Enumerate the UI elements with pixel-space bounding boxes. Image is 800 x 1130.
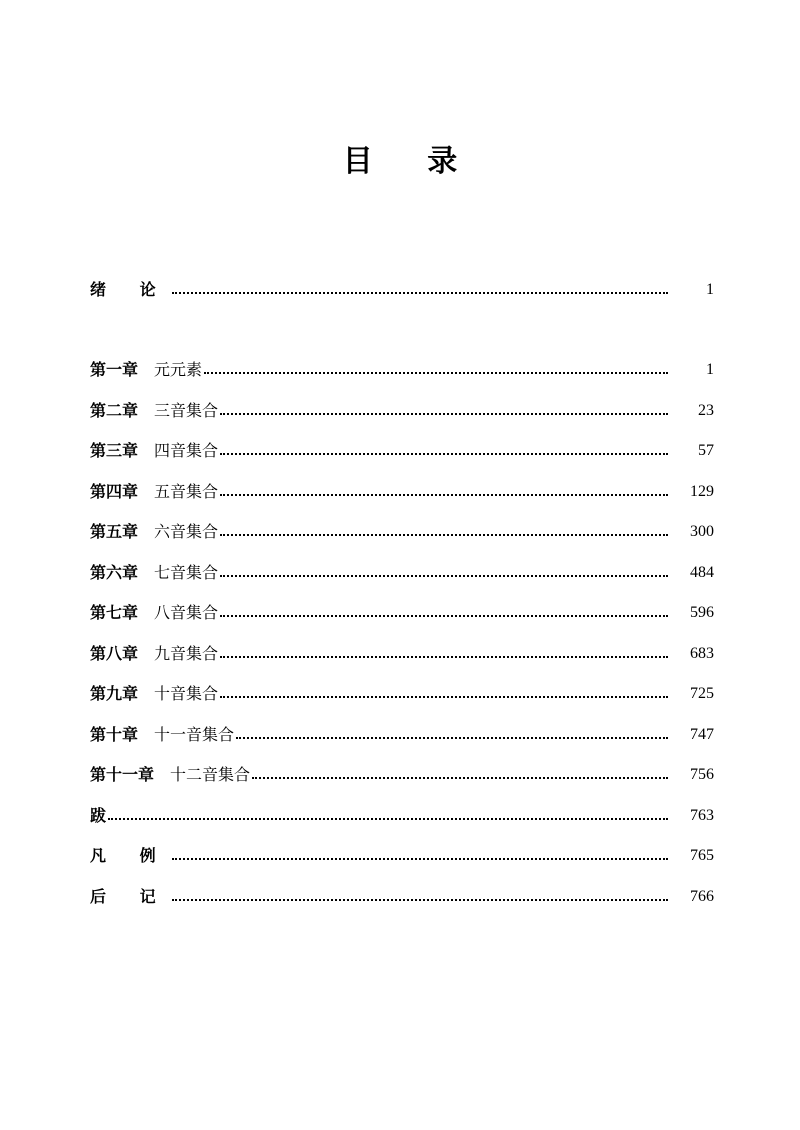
dot-leader (172, 858, 668, 860)
toc-chapter-label: 第四章 (90, 482, 139, 501)
toc-entry-chapter-3[interactable] (90, 437, 714, 461)
dot-leader (236, 737, 668, 739)
dot-leader (220, 413, 668, 415)
toc-chapter-title: 三音集合 (154, 401, 219, 420)
dot-leader (220, 615, 668, 617)
toc-entry-chapter-2[interactable] (90, 397, 714, 421)
toc-entry-chapter-11[interactable] (90, 761, 714, 785)
dot-leader (220, 494, 668, 496)
toc-entry-chapter-9[interactable] (90, 680, 714, 704)
toc-chapter-label: 第二章 (90, 401, 139, 420)
toc-chapter-title: 元元素 (154, 360, 203, 379)
toc-page-number: 23 (698, 402, 714, 419)
toc-chapter-label: 后 记 (90, 887, 170, 906)
toc-entry-postscript-ba[interactable] (90, 802, 714, 826)
toc-page-number: 756 (690, 766, 714, 783)
toc-chapter-title: 八音集合 (154, 603, 219, 622)
toc-chapter-label: 第六章 (90, 563, 139, 582)
page-title: 目 录 (342, 144, 480, 179)
dot-leader (220, 453, 668, 455)
toc-entry-chapter-1[interactable] (90, 356, 714, 380)
toc-page-number: 300 (690, 523, 714, 540)
dot-leader (252, 777, 668, 779)
dot-leader (108, 818, 668, 820)
toc-chapter-title: 十二音集合 (170, 765, 251, 784)
toc-chapter-title: 九音集合 (154, 644, 219, 663)
toc-chapter-title: 五音集合 (154, 482, 219, 501)
toc-chapter-label: 第七章 (90, 603, 139, 622)
toc-page-number: 596 (690, 604, 714, 621)
toc-chapter-label: 凡 例 (90, 846, 170, 865)
toc-chapter-label: 第十一章 (90, 765, 155, 784)
toc-chapter-label: 第三章 (90, 441, 139, 460)
toc-chapter-title: 七音集合 (154, 563, 219, 582)
dot-leader (204, 372, 668, 374)
dot-leader (220, 575, 668, 577)
toc-entry-afterword[interactable] (90, 883, 714, 907)
dot-leader (172, 899, 668, 901)
toc-page-number: 747 (690, 726, 714, 743)
toc-chapter-label: 第十章 (90, 725, 139, 744)
toc-page-number: 763 (690, 807, 714, 824)
dot-leader (220, 656, 668, 658)
toc-entry-chapter-5[interactable] (90, 518, 714, 542)
dot-leader (172, 292, 668, 294)
toc-chapter-title: 六音集合 (154, 522, 219, 541)
toc-chapter-title: 十一音集合 (154, 725, 235, 744)
toc-chapter-label: 第九章 (90, 684, 139, 703)
dot-leader (220, 696, 668, 698)
toc-entry-conventions[interactable] (90, 842, 714, 866)
toc-entry-chapter-8[interactable] (90, 640, 714, 664)
toc-entry-introduction[interactable] (90, 276, 714, 300)
toc-chapter-title: 十音集合 (154, 684, 219, 703)
toc-page-number: 129 (690, 483, 714, 500)
toc-chapter-label: 绪 论 (90, 280, 170, 299)
toc-page-number: 1 (706, 361, 714, 378)
toc-page-number: 484 (690, 564, 714, 581)
toc-entry-chapter-4[interactable] (90, 478, 714, 502)
dot-leader (220, 534, 668, 536)
toc-chapter-label: 第八章 (90, 644, 139, 663)
toc-chapter-title: 四音集合 (154, 441, 219, 460)
toc-entry-chapter-6[interactable] (90, 559, 714, 583)
toc-entry-chapter-10[interactable] (90, 721, 714, 745)
toc-page-number: 765 (690, 847, 714, 864)
toc-chapter-label: 第一章 (90, 360, 139, 379)
toc-chapter-label: 跋 (90, 806, 107, 825)
toc-entry-chapter-7[interactable] (90, 599, 714, 623)
toc-page-number: 725 (690, 685, 714, 702)
toc-page-number: 57 (698, 442, 714, 459)
toc-page-number: 766 (690, 888, 714, 905)
toc-chapter-label: 第五章 (90, 522, 139, 541)
toc-page-number: 683 (690, 645, 714, 662)
toc-page-number: 1 (706, 281, 714, 298)
